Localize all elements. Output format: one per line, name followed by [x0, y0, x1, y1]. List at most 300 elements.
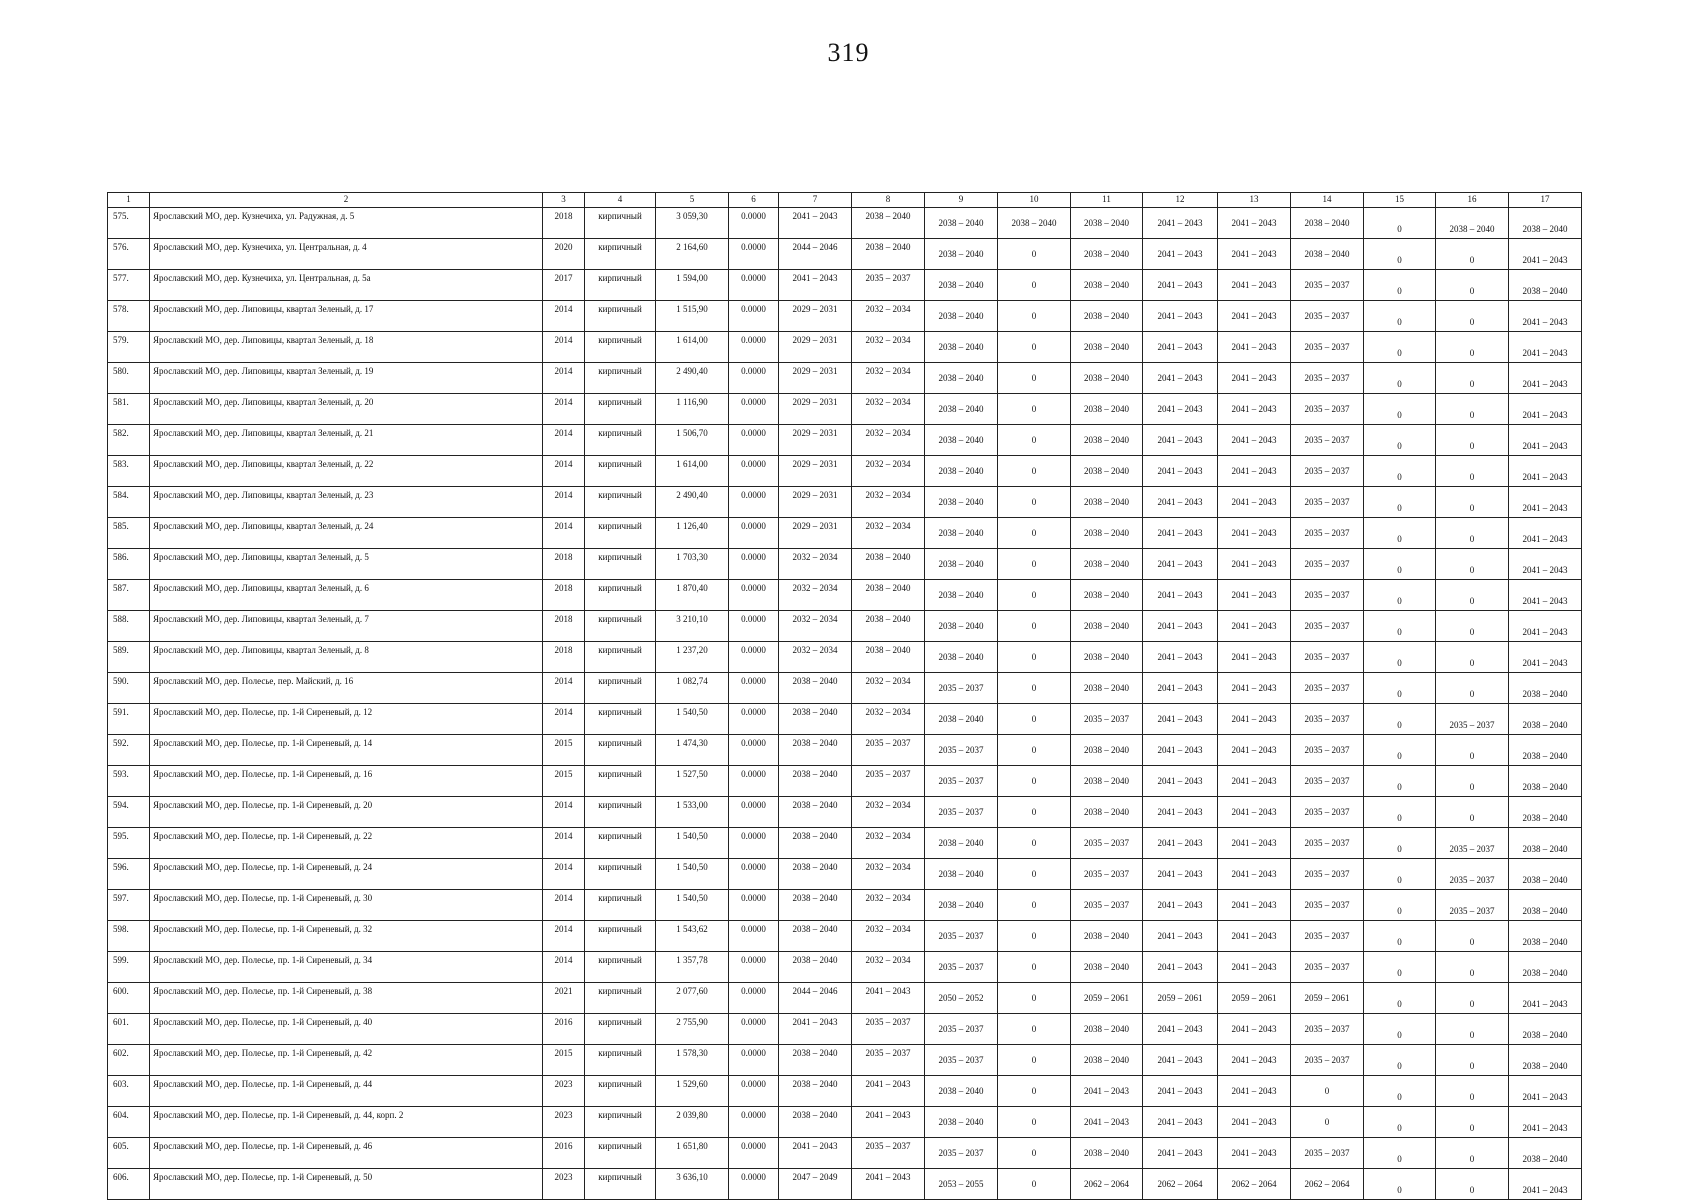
table-cell-col-12: 2041 – 2043 [1143, 239, 1218, 270]
table-cell-col-10: 0 [998, 425, 1071, 456]
table-cell-col-16: 0 [1436, 363, 1509, 394]
table-cell-col-6: 0.0000 [729, 487, 779, 518]
table-cell-col-16: 0 [1436, 766, 1509, 797]
table-cell-col-15: 0 [1364, 828, 1436, 859]
table-cell-col-11: 2038 – 2040 [1071, 766, 1143, 797]
table-cell-col-3: 2014 [543, 952, 585, 983]
table-cell-col-11: 2038 – 2040 [1071, 394, 1143, 425]
table-cell-col-17: 2041 – 2043 [1509, 1107, 1582, 1138]
table-cell-col-4: кирпичный [585, 1014, 656, 1045]
table-cell-col-13: 2041 – 2043 [1218, 580, 1291, 611]
table-row [108, 301, 1582, 332]
table-cell-col-5: 1 703,30 [656, 549, 729, 580]
table-cell-col-17: 2041 – 2043 [1509, 549, 1582, 580]
table-cell-col-11: 2038 – 2040 [1071, 735, 1143, 766]
table-cell-col-17: 2041 – 2043 [1509, 332, 1582, 363]
table-cell-col-12: 2041 – 2043 [1143, 890, 1218, 921]
table-cell-col-12: 2041 – 2043 [1143, 797, 1218, 828]
table-cell-col-14: 2035 – 2037 [1291, 766, 1364, 797]
table-cell-col-4: кирпичный [585, 332, 656, 363]
table-cell-col-8: 2032 – 2034 [852, 828, 925, 859]
table-cell-col-13: 2041 – 2043 [1218, 952, 1291, 983]
table-cell-col-13: 2041 – 2043 [1218, 487, 1291, 518]
table-cell-col-10: 0 [998, 828, 1071, 859]
table-cell-col-1: 597. [108, 890, 150, 921]
table-cell-col-8: 2032 – 2034 [852, 704, 925, 735]
page-number: 319 [827, 38, 870, 67]
table-cell-col-1: 594. [108, 797, 150, 828]
table-cell-col-9: 2035 – 2037 [925, 673, 998, 704]
table-cell-col-11: 2062 – 2064 [1071, 1169, 1143, 1200]
table-cell-col-4: кирпичный [585, 735, 656, 766]
table-cell-col-17: 2041 – 2043 [1509, 518, 1582, 549]
table-cell-col-17: 2038 – 2040 [1509, 921, 1582, 952]
table-cell-col-17: 2041 – 2043 [1509, 1169, 1582, 1200]
table-cell-col-14: 2035 – 2037 [1291, 394, 1364, 425]
table-row [108, 1107, 1582, 1138]
table-cell-col-8: 2032 – 2034 [852, 487, 925, 518]
table-cell-col-9: 2038 – 2040 [925, 611, 998, 642]
table-cell-col-8: 2032 – 2034 [852, 859, 925, 890]
table-cell-col-7: 2029 – 2031 [779, 301, 852, 332]
table-cell-col-9: 2038 – 2040 [925, 363, 998, 394]
table-row [108, 270, 1582, 301]
table-cell-col-2: Ярославский МО, дер. Полесье, пр. 1-й Сиреневый, д. 22 [150, 828, 543, 859]
table-cell-col-5: 1 540,50 [656, 890, 729, 921]
table-cell-col-7: 2038 – 2040 [779, 704, 852, 735]
table-cell-col-3: 2014 [543, 363, 585, 394]
table-cell-col-15: 0 [1364, 1045, 1436, 1076]
table-cell-col-9: 2035 – 2037 [925, 952, 998, 983]
table-cell-col-13: 2041 – 2043 [1218, 921, 1291, 952]
table-cell-col-13: 2041 – 2043 [1218, 1045, 1291, 1076]
table-cell-col-9: 2038 – 2040 [925, 456, 998, 487]
table-row [108, 456, 1582, 487]
table-body [108, 208, 1582, 1200]
table-cell-col-2: Ярославский МО, дер. Кузнечиха, ул. Центральная, д. 5а [150, 270, 543, 301]
table-cell-col-1: 589. [108, 642, 150, 673]
table-cell-col-7: 2032 – 2034 [779, 611, 852, 642]
table-cell-col-5: 2 077,60 [656, 983, 729, 1014]
table-cell-col-14: 0 [1291, 1076, 1364, 1107]
table-cell-col-3: 2014 [543, 859, 585, 890]
table-cell-col-4: кирпичный [585, 859, 656, 890]
table-cell-col-5: 1 540,50 [656, 704, 729, 735]
table-cell-col-7: 2041 – 2043 [779, 270, 852, 301]
table-cell-col-5: 2 490,40 [656, 487, 729, 518]
table-cell-col-4: кирпичный [585, 1138, 656, 1169]
table-cell-col-7: 2044 – 2046 [779, 983, 852, 1014]
table-cell-col-3: 2021 [543, 983, 585, 1014]
table-cell-col-6: 0.0000 [729, 208, 779, 239]
table-cell-col-14: 0 [1291, 1107, 1364, 1138]
table-cell-col-5: 1 578,30 [656, 1045, 729, 1076]
table-cell-col-1: 577. [108, 270, 150, 301]
table-cell-col-13: 2041 – 2043 [1218, 208, 1291, 239]
table-cell-col-15: 0 [1364, 1138, 1436, 1169]
table-cell-col-10: 0 [998, 1014, 1071, 1045]
table-cell-col-15: 0 [1364, 797, 1436, 828]
table-cell-col-4: кирпичный [585, 1045, 656, 1076]
table-cell-col-1: 576. [108, 239, 150, 270]
table-cell-col-12: 2041 – 2043 [1143, 673, 1218, 704]
table-cell-col-3: 2014 [543, 425, 585, 456]
table-cell-col-10: 0 [998, 1045, 1071, 1076]
table-cell-col-6: 0.0000 [729, 363, 779, 394]
table-cell-col-1: 582. [108, 425, 150, 456]
table-cell-col-1: 584. [108, 487, 150, 518]
table-cell-col-4: кирпичный [585, 394, 656, 425]
table-cell-col-7: 2038 – 2040 [779, 735, 852, 766]
table-cell-col-2: Ярославский МО, дер. Полесье, пр. 1-й Сиреневый, д. 20 [150, 797, 543, 828]
table-cell-col-11: 2038 – 2040 [1071, 797, 1143, 828]
table-cell-col-13: 2041 – 2043 [1218, 270, 1291, 301]
table-cell-col-15: 0 [1364, 1076, 1436, 1107]
table-cell-col-9: 2035 – 2037 [925, 735, 998, 766]
table-row [108, 487, 1582, 518]
table-cell-col-17: 2038 – 2040 [1509, 859, 1582, 890]
table-cell-col-12: 2041 – 2043 [1143, 363, 1218, 394]
table-cell-col-13: 2041 – 2043 [1218, 766, 1291, 797]
table-cell-col-2: Ярославский МО, дер. Полесье, пр. 1-й Сиреневый, д. 16 [150, 766, 543, 797]
table-cell-col-9: 2035 – 2037 [925, 1138, 998, 1169]
table-cell-col-2: Ярославский МО, дер. Липовицы, квартал Зеленый, д. 18 [150, 332, 543, 363]
table-row [108, 549, 1582, 580]
table-cell-col-12: 2041 – 2043 [1143, 518, 1218, 549]
table-cell-col-14: 2035 – 2037 [1291, 1045, 1364, 1076]
table-cell-col-7: 2038 – 2040 [779, 766, 852, 797]
table-cell-col-1: 593. [108, 766, 150, 797]
column-header-13: 13 [1218, 193, 1291, 208]
table-cell-col-4: кирпичный [585, 549, 656, 580]
table-cell-col-10: 0 [998, 890, 1071, 921]
table-cell-col-1: 581. [108, 394, 150, 425]
table-cell-col-16: 0 [1436, 673, 1509, 704]
table-cell-col-9: 2038 – 2040 [925, 487, 998, 518]
table-cell-col-13: 2041 – 2043 [1218, 301, 1291, 332]
table-cell-col-10: 0 [998, 1076, 1071, 1107]
table-cell-col-16: 0 [1436, 518, 1509, 549]
table-cell-col-5: 1 533,00 [656, 797, 729, 828]
table-cell-col-17: 2041 – 2043 [1509, 580, 1582, 611]
table-cell-col-8: 2035 – 2037 [852, 270, 925, 301]
table-row [108, 704, 1582, 735]
table-cell-col-11: 2038 – 2040 [1071, 642, 1143, 673]
table-cell-col-13: 2041 – 2043 [1218, 673, 1291, 704]
table-cell-col-12: 2041 – 2043 [1143, 549, 1218, 580]
table-cell-col-16: 0 [1436, 921, 1509, 952]
table-cell-col-7: 2041 – 2043 [779, 1138, 852, 1169]
table-row [108, 797, 1582, 828]
table-cell-col-12: 2041 – 2043 [1143, 704, 1218, 735]
table-cell-col-12: 2041 – 2043 [1143, 611, 1218, 642]
table-cell-col-16: 0 [1436, 456, 1509, 487]
table-cell-col-12: 2041 – 2043 [1143, 766, 1218, 797]
table-row [108, 735, 1582, 766]
table-cell-col-16: 0 [1436, 952, 1509, 983]
table-cell-col-17: 2041 – 2043 [1509, 983, 1582, 1014]
table-row [108, 1169, 1582, 1200]
table-cell-col-12: 2041 – 2043 [1143, 1045, 1218, 1076]
table-cell-col-9: 2038 – 2040 [925, 1076, 998, 1107]
table-cell-col-15: 0 [1364, 301, 1436, 332]
table-row [108, 394, 1582, 425]
table-cell-col-4: кирпичный [585, 766, 656, 797]
table-cell-col-11: 2038 – 2040 [1071, 921, 1143, 952]
table-cell-col-15: 0 [1364, 642, 1436, 673]
table-cell-col-7: 2047 – 2049 [779, 1169, 852, 1200]
table-cell-col-5: 1 540,50 [656, 828, 729, 859]
table-cell-col-3: 2018 [543, 642, 585, 673]
table-cell-col-13: 2041 – 2043 [1218, 394, 1291, 425]
table-cell-col-13: 2041 – 2043 [1218, 1107, 1291, 1138]
table-cell-col-12: 2041 – 2043 [1143, 1138, 1218, 1169]
table-cell-col-14: 2035 – 2037 [1291, 890, 1364, 921]
table-cell-col-8: 2041 – 2043 [852, 1169, 925, 1200]
table-cell-col-11: 2038 – 2040 [1071, 1014, 1143, 1045]
table-cell-col-13: 2041 – 2043 [1218, 735, 1291, 766]
column-header-14: 14 [1291, 193, 1364, 208]
table-cell-col-7: 2032 – 2034 [779, 580, 852, 611]
table-cell-col-4: кирпичный [585, 518, 656, 549]
table-cell-col-11: 2038 – 2040 [1071, 456, 1143, 487]
table-cell-col-16: 0 [1436, 1045, 1509, 1076]
table-cell-col-2: Ярославский МО, дер. Полесье, пр. 1-й Сиреневый, д. 12 [150, 704, 543, 735]
table-cell-col-9: 2038 – 2040 [925, 642, 998, 673]
table-row [108, 1045, 1582, 1076]
table-cell-col-7: 2044 – 2046 [779, 239, 852, 270]
table-row [108, 828, 1582, 859]
table-cell-col-4: кирпичный [585, 456, 656, 487]
table-cell-col-7: 2038 – 2040 [779, 1076, 852, 1107]
table-cell-col-6: 0.0000 [729, 611, 779, 642]
table-cell-col-7: 2038 – 2040 [779, 828, 852, 859]
table-cell-col-10: 0 [998, 735, 1071, 766]
table-cell-col-8: 2038 – 2040 [852, 549, 925, 580]
table-cell-col-7: 2029 – 2031 [779, 363, 852, 394]
table-cell-col-4: кирпичный [585, 301, 656, 332]
table-cell-col-9: 2038 – 2040 [925, 704, 998, 735]
table-cell-col-13: 2041 – 2043 [1218, 859, 1291, 890]
table-cell-col-14: 2059 – 2061 [1291, 983, 1364, 1014]
table-cell-col-3: 2014 [543, 518, 585, 549]
table-cell-col-6: 0.0000 [729, 1076, 779, 1107]
table-cell-col-5: 3 059,30 [656, 208, 729, 239]
table-cell-col-2: Ярославский МО, дер. Кузнечиха, ул. Центральная, д. 4 [150, 239, 543, 270]
table-cell-col-14: 2035 – 2037 [1291, 456, 1364, 487]
table-cell-col-10: 0 [998, 859, 1071, 890]
table-cell-col-6: 0.0000 [729, 952, 779, 983]
table-cell-col-12: 2041 – 2043 [1143, 301, 1218, 332]
table-cell-col-14: 2035 – 2037 [1291, 611, 1364, 642]
table-cell-col-15: 0 [1364, 735, 1436, 766]
table-cell-col-5: 1 474,30 [656, 735, 729, 766]
table-cell-col-12: 2041 – 2043 [1143, 1014, 1218, 1045]
table-cell-col-12: 2041 – 2043 [1143, 921, 1218, 952]
table-cell-col-5: 1 506,70 [656, 425, 729, 456]
table-cell-col-4: кирпичный [585, 673, 656, 704]
table-cell-col-6: 0.0000 [729, 580, 779, 611]
table-cell-col-3: 2015 [543, 735, 585, 766]
table-cell-col-4: кирпичный [585, 208, 656, 239]
table-cell-col-1: 575. [108, 208, 150, 239]
table-cell-col-5: 1 651,80 [656, 1138, 729, 1169]
table-cell-col-3: 2016 [543, 1014, 585, 1045]
table-cell-col-2: Ярославский МО, дер. Липовицы, квартал Зеленый, д. 19 [150, 363, 543, 394]
table-cell-col-6: 0.0000 [729, 394, 779, 425]
table-cell-col-6: 0.0000 [729, 239, 779, 270]
table-cell-col-1: 601. [108, 1014, 150, 1045]
table-cell-col-4: кирпичный [585, 487, 656, 518]
table-cell-col-12: 2041 – 2043 [1143, 859, 1218, 890]
table-cell-col-4: кирпичный [585, 1076, 656, 1107]
table-cell-col-8: 2038 – 2040 [852, 208, 925, 239]
table-cell-col-12: 2041 – 2043 [1143, 208, 1218, 239]
table-cell-col-14: 2035 – 2037 [1291, 549, 1364, 580]
table-cell-col-4: кирпичный [585, 363, 656, 394]
table-cell-col-17: 2038 – 2040 [1509, 1014, 1582, 1045]
table-cell-col-10: 0 [998, 518, 1071, 549]
table-cell-col-1: 578. [108, 301, 150, 332]
column-header-6: 6 [729, 193, 779, 208]
table-cell-col-11: 2038 – 2040 [1071, 332, 1143, 363]
table-cell-col-8: 2032 – 2034 [852, 921, 925, 952]
table-cell-col-16: 0 [1436, 301, 1509, 332]
table-cell-col-8: 2038 – 2040 [852, 642, 925, 673]
table-cell-col-1: 580. [108, 363, 150, 394]
table-cell-col-1: 603. [108, 1076, 150, 1107]
table-cell-col-16: 0 [1436, 1138, 1509, 1169]
table-cell-col-1: 585. [108, 518, 150, 549]
table-row [108, 952, 1582, 983]
table-cell-col-14: 2035 – 2037 [1291, 332, 1364, 363]
table-cell-col-6: 0.0000 [729, 704, 779, 735]
table-cell-col-7: 2038 – 2040 [779, 1045, 852, 1076]
table-cell-col-13: 2041 – 2043 [1218, 332, 1291, 363]
table-cell-col-16: 2035 – 2037 [1436, 704, 1509, 735]
column-header-3: 3 [543, 193, 585, 208]
table-cell-col-8: 2038 – 2040 [852, 239, 925, 270]
table-cell-col-6: 0.0000 [729, 301, 779, 332]
table-cell-col-1: 592. [108, 735, 150, 766]
table-cell-col-17: 2038 – 2040 [1509, 735, 1582, 766]
column-header-2: 2 [150, 193, 543, 208]
table-cell-col-6: 0.0000 [729, 766, 779, 797]
table-cell-col-5: 1 357,78 [656, 952, 729, 983]
table-cell-col-10: 0 [998, 704, 1071, 735]
table-cell-col-6: 0.0000 [729, 1107, 779, 1138]
table-cell-col-14: 2035 – 2037 [1291, 580, 1364, 611]
table-cell-col-1: 602. [108, 1045, 150, 1076]
table-cell-col-11: 2038 – 2040 [1071, 208, 1143, 239]
table-cell-col-6: 0.0000 [729, 1169, 779, 1200]
table-cell-col-8: 2041 – 2043 [852, 1107, 925, 1138]
table-cell-col-10: 0 [998, 766, 1071, 797]
table-cell-col-17: 2038 – 2040 [1509, 828, 1582, 859]
table-cell-col-3: 2014 [543, 704, 585, 735]
table-cell-col-15: 0 [1364, 239, 1436, 270]
table-cell-col-4: кирпичный [585, 952, 656, 983]
table-cell-col-9: 2050 – 2052 [925, 983, 998, 1014]
table-cell-col-1: 591. [108, 704, 150, 735]
table-cell-col-2: Ярославский МО, дер. Полесье, пр. 1-й Сиреневый, д. 44 [150, 1076, 543, 1107]
column-header-16: 16 [1436, 193, 1509, 208]
table-cell-col-13: 2041 – 2043 [1218, 828, 1291, 859]
table-cell-col-7: 2041 – 2043 [779, 1014, 852, 1045]
table-cell-col-13: 2041 – 2043 [1218, 797, 1291, 828]
table-cell-col-16: 2038 – 2040 [1436, 208, 1509, 239]
table-cell-col-14: 2035 – 2037 [1291, 704, 1364, 735]
table-cell-col-13: 2041 – 2043 [1218, 549, 1291, 580]
table-cell-col-3: 2017 [543, 270, 585, 301]
table-cell-col-6: 0.0000 [729, 518, 779, 549]
table-cell-col-14: 2035 – 2037 [1291, 828, 1364, 859]
table-cell-col-17: 2038 – 2040 [1509, 1138, 1582, 1169]
table-cell-col-15: 0 [1364, 611, 1436, 642]
table-cell-col-17: 2041 – 2043 [1509, 487, 1582, 518]
table-cell-col-8: 2032 – 2034 [852, 797, 925, 828]
table-cell-col-15: 0 [1364, 1107, 1436, 1138]
table-cell-col-8: 2038 – 2040 [852, 580, 925, 611]
table-cell-col-3: 2020 [543, 239, 585, 270]
table-row [108, 1076, 1582, 1107]
table-cell-col-17: 2038 – 2040 [1509, 797, 1582, 828]
table-cell-col-9: 2035 – 2037 [925, 797, 998, 828]
table-cell-col-4: кирпичный [585, 239, 656, 270]
table-cell-col-7: 2029 – 2031 [779, 456, 852, 487]
table-cell-col-1: 583. [108, 456, 150, 487]
table-cell-col-3: 2014 [543, 332, 585, 363]
table-cell-col-16: 2035 – 2037 [1436, 828, 1509, 859]
table-cell-col-8: 2035 – 2037 [852, 1138, 925, 1169]
table-cell-col-4: кирпичный [585, 580, 656, 611]
table-cell-col-4: кирпичный [585, 890, 656, 921]
table-cell-col-8: 2032 – 2034 [852, 363, 925, 394]
table-cell-col-7: 2041 – 2043 [779, 208, 852, 239]
table-cell-col-16: 0 [1436, 797, 1509, 828]
table-row [108, 766, 1582, 797]
table-cell-col-7: 2029 – 2031 [779, 394, 852, 425]
table-cell-col-7: 2029 – 2031 [779, 518, 852, 549]
table-cell-col-10: 0 [998, 673, 1071, 704]
table-cell-col-8: 2038 – 2040 [852, 611, 925, 642]
table-cell-col-8: 2032 – 2034 [852, 952, 925, 983]
table-row [108, 642, 1582, 673]
table-cell-col-3: 2023 [543, 1169, 585, 1200]
table-cell-col-14: 2035 – 2037 [1291, 425, 1364, 456]
table-cell-col-17: 2038 – 2040 [1509, 1045, 1582, 1076]
table-cell-col-16: 0 [1436, 425, 1509, 456]
table-row [108, 890, 1582, 921]
table-cell-col-15: 0 [1364, 1169, 1436, 1200]
table-cell-col-10: 0 [998, 611, 1071, 642]
column-header-5: 5 [656, 193, 729, 208]
table-cell-col-7: 2032 – 2034 [779, 642, 852, 673]
table-cell-col-5: 3 636,10 [656, 1169, 729, 1200]
table-cell-col-9: 2038 – 2040 [925, 270, 998, 301]
table-cell-col-2: Ярославский МО, дер. Кузнечиха, ул. Радужная, д. 5 [150, 208, 543, 239]
table-cell-col-13: 2041 – 2043 [1218, 704, 1291, 735]
table-cell-col-6: 0.0000 [729, 890, 779, 921]
table-cell-col-7: 2029 – 2031 [779, 332, 852, 363]
table-cell-col-16: 0 [1436, 1014, 1509, 1045]
table-cell-col-10: 0 [998, 797, 1071, 828]
table-cell-col-13: 2041 – 2043 [1218, 456, 1291, 487]
table-cell-col-6: 0.0000 [729, 456, 779, 487]
table-cell-col-13: 2059 – 2061 [1218, 983, 1291, 1014]
table-cell-col-9: 2038 – 2040 [925, 580, 998, 611]
table-cell-col-8: 2035 – 2037 [852, 735, 925, 766]
